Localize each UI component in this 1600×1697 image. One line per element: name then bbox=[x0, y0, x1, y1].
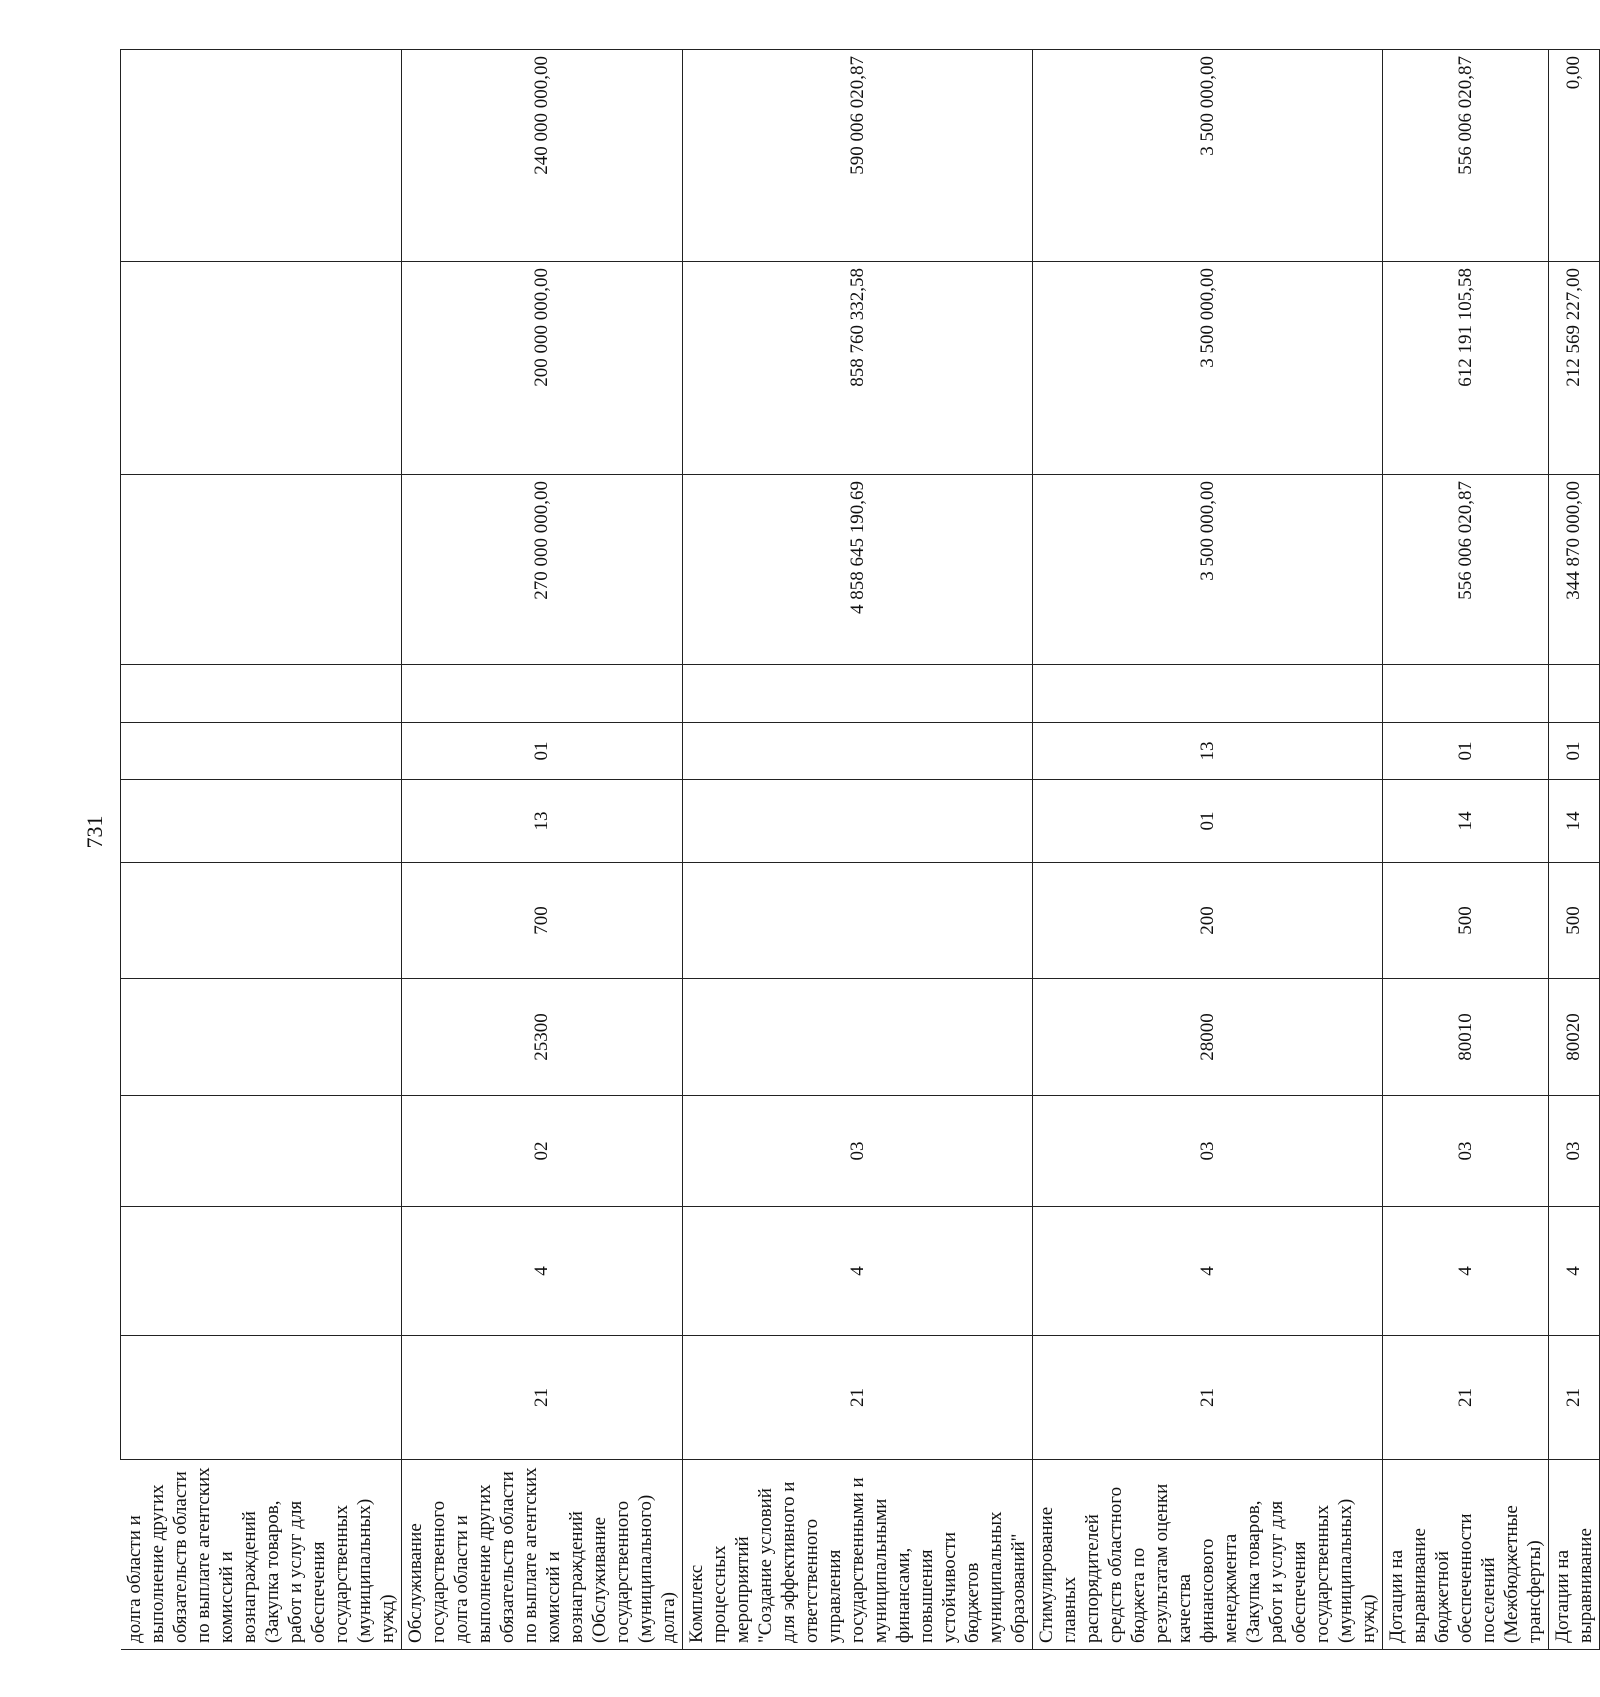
page-number: 731 bbox=[82, 815, 107, 849]
code-cell: 4 bbox=[1548, 1207, 1599, 1336]
code-cell: 01 bbox=[1032, 780, 1382, 863]
amount-cell: 556 006 020,87 bbox=[1382, 50, 1548, 262]
code-cell bbox=[682, 863, 1032, 979]
table-row bbox=[1548, 50, 1599, 1650]
code-cell: 01 bbox=[1382, 723, 1548, 780]
code-cell: 4 bbox=[401, 1207, 682, 1336]
code-cell bbox=[682, 979, 1032, 1096]
amount-cell: 200 000 000,00 bbox=[401, 262, 682, 475]
code-cell: 13 bbox=[401, 780, 682, 863]
code-cell: 03 bbox=[1382, 1096, 1548, 1207]
code-cell: 4 bbox=[682, 1207, 1032, 1336]
spacer-cell bbox=[682, 665, 1032, 723]
code-cell: 13 bbox=[1032, 723, 1382, 780]
amount-cell: 270 000 000,00 bbox=[401, 475, 682, 665]
code-cell: 80010 bbox=[1382, 979, 1548, 1096]
row-name: Стимулирование главных распорядителей средств областного бюджета по результатам оценки качества финансового менеджмента (Закупка товаров, работ и услуг для обеспечения государственных (муниципальных) нужд) bbox=[1032, 1460, 1382, 1650]
row-name: Дотации на выравнивание бюджетной обеспеченности поселений (Межбюджетные трансферты) bbox=[1382, 1460, 1548, 1650]
code-cell: 21 bbox=[682, 1336, 1032, 1460]
code-cell: 21 bbox=[1548, 1336, 1599, 1460]
amount-cell: 212 569 227,00 bbox=[1548, 262, 1599, 475]
code-cell: 4 bbox=[1032, 1207, 1382, 1336]
code-cell: 500 bbox=[1382, 863, 1548, 979]
code-cell: 500 bbox=[1548, 863, 1599, 979]
code-cell: 03 bbox=[1032, 1096, 1382, 1207]
code-cell: 21 bbox=[401, 1336, 682, 1460]
code-cell: 03 bbox=[682, 1096, 1032, 1207]
amount-cell: 3 500 000,00 bbox=[1032, 262, 1382, 475]
code-cell: 14 bbox=[1382, 780, 1548, 863]
amount-cell bbox=[121, 50, 402, 262]
amount-cell: 240 000 000,00 bbox=[401, 50, 682, 262]
amount-cell: 590 006 020,87 bbox=[682, 50, 1032, 262]
code-cell: 200 bbox=[1032, 863, 1382, 979]
code-cell: 01 bbox=[1548, 723, 1599, 780]
code-cell: 01 bbox=[401, 723, 682, 780]
row-name: Комплекс процессных мероприятий "Создание условий для эффективного и ответственного управления государственными и муниципальными финансами, повышения устойчивости бюджетов муниципальных образований" bbox=[682, 1460, 1032, 1650]
code-cell bbox=[682, 780, 1032, 863]
spacer-cell bbox=[1382, 665, 1548, 723]
row-name: Дотации на выравнивание bbox=[1548, 1460, 1599, 1650]
table-row bbox=[121, 50, 402, 1650]
code-cell bbox=[121, 863, 402, 979]
code-cell: 21 bbox=[1032, 1336, 1382, 1460]
code-cell bbox=[121, 1336, 402, 1460]
budget-table bbox=[120, 49, 1600, 1650]
amount-cell: 344 870 000,00 bbox=[1548, 475, 1599, 665]
code-cell: 80020 bbox=[1548, 979, 1599, 1096]
code-cell: 700 bbox=[401, 863, 682, 979]
spacer-cell bbox=[401, 665, 682, 723]
code-cell bbox=[121, 1096, 402, 1207]
row-name: Обслуживание государственного долга области и выполнение других обязательств области по выплате агентских комиссий и вознаграждений (Обслуживание государственного (муниципального) долга) bbox=[401, 1460, 682, 1650]
spacer-cell bbox=[121, 665, 402, 723]
rotated-table-container bbox=[120, 50, 1596, 1650]
code-cell: 4 bbox=[1382, 1207, 1548, 1336]
amount-cell: 4 858 645 190,69 bbox=[682, 475, 1032, 665]
amount-cell: 556 006 020,87 bbox=[1382, 475, 1548, 665]
amount-cell: 3 500 000,00 bbox=[1032, 50, 1382, 262]
amount-cell: 0,00 bbox=[1548, 50, 1599, 262]
code-cell bbox=[121, 780, 402, 863]
amount-cell: 612 191 105,58 bbox=[1382, 262, 1548, 475]
code-cell: 28000 bbox=[1032, 979, 1382, 1096]
code-cell: 03 bbox=[1548, 1096, 1599, 1207]
code-cell bbox=[121, 723, 402, 780]
code-cell bbox=[121, 1207, 402, 1336]
table-row bbox=[1032, 50, 1382, 1650]
row-name: долга области и выполнение других обязательств области по выплате агентских комиссий и вознаграждений (Закупка товаров, работ и услуг для обеспечения государственных (муниципальных) нужд) bbox=[121, 1460, 402, 1650]
code-cell: 25300 bbox=[401, 979, 682, 1096]
code-cell bbox=[682, 723, 1032, 780]
amount-cell bbox=[121, 475, 402, 665]
table-row bbox=[401, 50, 682, 1650]
code-cell: 02 bbox=[401, 1096, 682, 1207]
table-row bbox=[682, 50, 1032, 1650]
code-cell: 21 bbox=[1382, 1336, 1548, 1460]
amount-cell: 858 760 332,58 bbox=[682, 262, 1032, 475]
code-cell: 14 bbox=[1548, 780, 1599, 863]
amount-cell bbox=[121, 262, 402, 475]
amount-cell: 3 500 000,00 bbox=[1032, 475, 1382, 665]
spacer-cell bbox=[1548, 665, 1599, 723]
spacer-cell bbox=[1032, 665, 1382, 723]
code-cell bbox=[121, 979, 402, 1096]
table-row bbox=[1382, 50, 1548, 1650]
